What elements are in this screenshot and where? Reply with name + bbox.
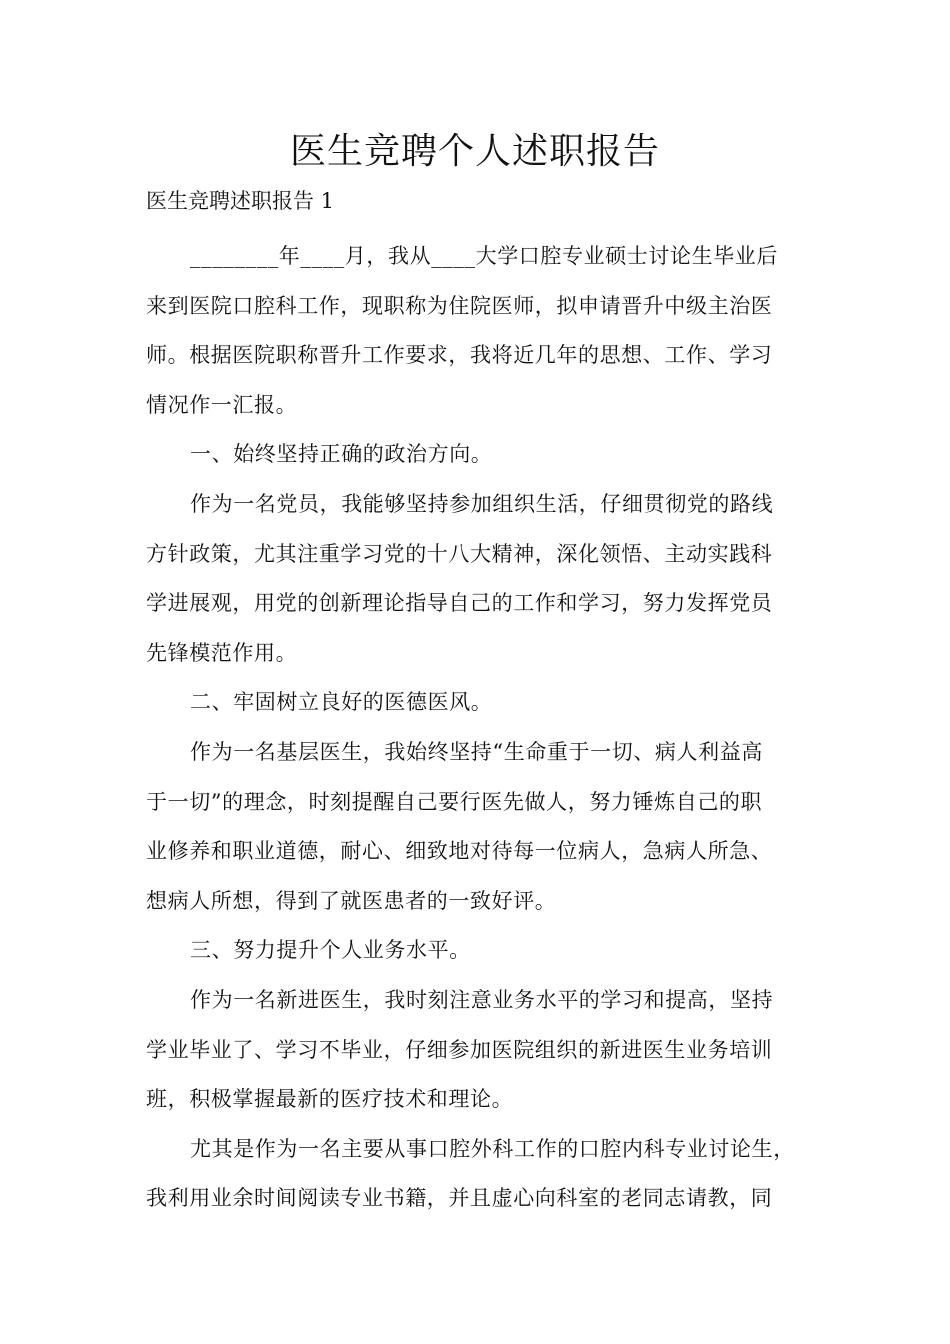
body-line: 我利用业余时间阅读专业书籍，并且虚心向科室的老同志请教，同 [146, 1186, 773, 1211]
body-line: 情况作一汇报。 [146, 392, 298, 417]
section-heading: 二、牢固树立良好的医德医风。 [190, 690, 493, 715]
body-line: 方针政策，尤其注重学习党的十八大精神，深化领悟、主动实践科 [146, 541, 773, 566]
body-line: 作为一名党员，我能够坚持参加组织生活，仔细贯彻党的路线 [190, 491, 774, 516]
body-line: 作为一名新进医生，我时刻注意业务水平的学习和提高，坚持 [190, 987, 774, 1012]
body-line: 学进展观，用党的创新理论指导自己的工作和学习，努力发挥党员 [146, 591, 773, 616]
document-body [146, 232, 811, 1224]
section-heading: 三、努力提升个人业务水平。 [190, 938, 471, 963]
body-line: ________年____月，我从____大学口腔专业硕士讨论生毕业后 [190, 244, 778, 268]
document-subtitle: 医生竞聘述职报告 1 [146, 189, 335, 213]
body-line: 班，积极掌握最新的医疗技术和理论。 [146, 1087, 514, 1112]
body-line: 来到医院口腔科工作，现职称为住院医师，拟申请晋升中级主治医 [146, 293, 773, 318]
body-line: 业修养和职业道德，耐心、细致地对待每一位病人，急病人所急、 [146, 839, 773, 864]
body-line: 想病人所想，得到了就医患者的一致好评。 [146, 888, 557, 913]
body-line: 师。根据医院职称晋升工作要求，我将近几年的思想、工作、学习 [146, 343, 773, 368]
section-heading: 一、始终坚持正确的政治方向。 [190, 442, 493, 467]
document-title: 医生竞聘个人述职报告 [289, 131, 660, 172]
body-line: 作为一名基层医生，我始终坚持“生命重于一切、病人利益高 [190, 739, 763, 764]
body-line: 先锋模范作用。 [146, 640, 298, 665]
body-line: 于一切”的理念，时刻提醒自己要行医先做人，努力锤炼自己的职 [146, 789, 763, 814]
body-line: 学业毕业了、学习不毕业，仔细参加医院组织的新进医生业务培训 [146, 1037, 773, 1062]
body-line: 尤其是作为一名主要从事口腔外科工作的口腔内科专业讨论生， [190, 1136, 795, 1161]
